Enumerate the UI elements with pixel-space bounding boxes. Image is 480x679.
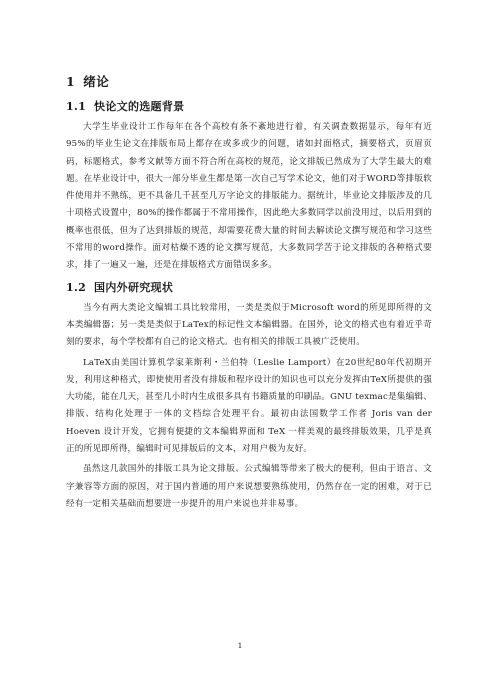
section-title: 快论文的选题背景 — [94, 100, 185, 113]
section-number: 1.1 — [66, 100, 87, 113]
body-paragraph: LaTeX由美国计算机学家莱斯利・兰伯特（Leslie Lamport）在20世纪80年代初期开发，利用这种格式，即使使用者没有排版和程序设计的知识也可以充分发挥由TeX所提供的强大功能，能在几天，甚至几小时内生成很多具有书籍质量的印刷品。GNU texmac是集编辑、排版、结构化处理于一体的文档综合处理平台。最初由法国数学工作者 Joris van der Hoeven 设计开发，它拥有便捷的文本编辑界面和 TeX 一样美观的最终排版效果，几乎是真正的所见即所得，编辑时可见排版后的文本，对用户极为友好。 — [66, 357, 432, 455]
page-number: 1 — [237, 641, 243, 650]
body-paragraph: 虽然这几款国外的排版工具为论文排版、公式编辑等带来了极大的便利，但由于语言、文字兼容等方面的原因，对于国内普通的用户来说想要熟练使用，仍然存在一定的困难，对于已经有一定相关基础而想要进一步提升的用户来说也并非易事。 — [66, 464, 432, 509]
page-content — [66, 74, 432, 513]
section-title: 国内外研究现状 — [94, 280, 174, 294]
body-paragraph: 大学生毕业设计工作每年在各个高校有条不紊地进行着，有关调查数据显示，每年有近95%的毕业生论文在排版布局上都存在或多或少的问题，诸如封面格式，摘要格式，页眉页码，标题格式，参考文献等方面不符合所在高校的规范，论文排版已然成为了大学生最大的难题。在毕业设计中，很大一部分毕业生都是第一次自己写学术论文，他们对于WORD等排版软件使用并不熟练，更不具备几千甚至几万字论文的排版能力。据统计，毕业论文排版涉及的几十项格式设置中，80%的操作都属于不常用操作，因此绝大多数同学以前没用过，以后用到的概率也很低，但为了达到排版的规范，却需要花费大量的时间去解读论文撰写规范和学习这些不常用的word操作。面对枯燥不透的论文撰写规范，大多数同学苦于论文排版的各种格式要求，排了一遍又一遍，还是在排版格式方面错误多多。 — [66, 122, 432, 271]
chapter-heading — [66, 74, 432, 90]
section-heading — [66, 99, 432, 114]
chapter-number: 1 — [66, 74, 76, 89]
section-heading — [66, 280, 432, 295]
section-1-1 — [66, 99, 432, 275]
section-1-2 — [66, 280, 432, 514]
section-number: 1.2 — [66, 280, 87, 294]
chapter-title: 绪论 — [83, 74, 110, 89]
body-paragraph: 当今有两大类论文编辑工具比较常用，一类是类似于Microsoft word的所见即所得的文本类编辑器；另一类是类似于LaTex的标记性文本编辑器。在国外，论文的格式也有着近乎苛刻的要求，每个学校都有自己的论文格式。也有相关的排版工具被广泛使用。 — [66, 302, 432, 348]
